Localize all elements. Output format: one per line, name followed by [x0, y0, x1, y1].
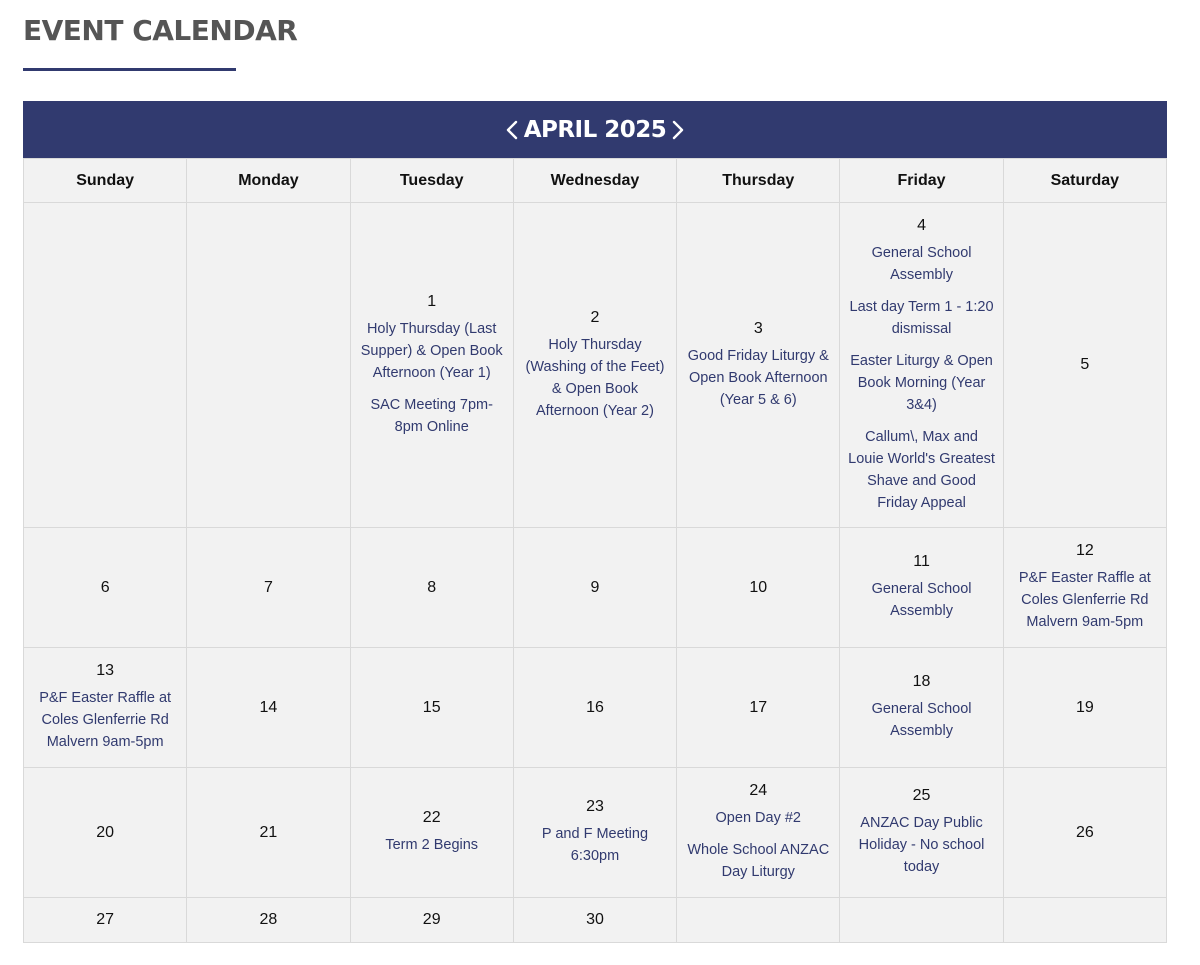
day-cell: [24, 203, 187, 528]
day-cell: [187, 528, 350, 648]
day-number: 13: [96, 662, 115, 679]
day-cell: [513, 768, 676, 898]
weekday-monday: Monday: [187, 159, 350, 203]
event-link[interactable]: Good Friday Liturgy & Open Book Afternoon (Year 5 & 6): [687, 347, 829, 408]
day-cell: [187, 203, 350, 528]
day-number: 12: [1075, 542, 1094, 559]
week-row: [24, 528, 1167, 648]
event-link[interactable]: Callum\, Max and Louie World's Greatest Shave and Good Friday Appeal: [848, 428, 995, 511]
day-cell: [840, 203, 1003, 528]
day-cell: [24, 648, 187, 768]
event-link[interactable]: SAC Meeting 7pm-8pm Online: [370, 396, 493, 435]
title-underline: [23, 68, 236, 71]
day-number: 29: [422, 911, 441, 928]
day-cell: [350, 898, 513, 943]
day-number: 9: [590, 578, 600, 596]
day-cell: [840, 768, 1003, 898]
day-cell: [513, 203, 676, 528]
day-cell: [677, 203, 840, 528]
week-row: [24, 648, 1167, 768]
event-link[interactable]: Term 2 Begins: [385, 837, 479, 853]
day-cell: [513, 528, 676, 648]
event-link[interactable]: P&F Easter Raffle at Coles Glenferrie Rd Malvern 9am-5pm: [1018, 570, 1151, 630]
event-link[interactable]: General School Assembly: [871, 581, 972, 619]
day-number: 2: [590, 308, 600, 326]
day-cell: [840, 648, 1003, 768]
day-cell: [24, 528, 187, 648]
day-cell: [677, 648, 840, 768]
event-link[interactable]: ANZAC Day Public Holiday - No school today: [858, 815, 985, 875]
day-number: 19: [1075, 698, 1094, 716]
day-cell: [24, 898, 187, 943]
day-number: 25: [912, 787, 931, 804]
day-cell: [350, 768, 513, 898]
event-link[interactable]: P and F Meeting 6:30pm: [541, 826, 649, 864]
day-number: 11: [913, 553, 930, 570]
event-link[interactable]: Last day Term 1 - 1:20 dismissal: [849, 298, 994, 337]
day-number: 22: [422, 809, 441, 826]
day-cell: [677, 528, 840, 648]
day-number: 20: [96, 823, 115, 841]
day-cell: [677, 768, 840, 898]
day-cell: [1003, 203, 1166, 528]
day-number: 15: [422, 698, 441, 716]
day-cell: [677, 898, 840, 943]
day-cell: [187, 898, 350, 943]
day-cell: [840, 528, 1003, 648]
day-cell: [513, 648, 676, 768]
day-number: 10: [749, 578, 768, 596]
day-number: 26: [1075, 823, 1094, 841]
day-number: 16: [586, 698, 604, 716]
calendar-weeks: [24, 203, 1167, 943]
event-link[interactable]: Holy Thursday (Washing of the Feet) & Open Book Afternoon (Year 2): [525, 336, 665, 419]
event-link[interactable]: Easter Liturgy & Open Book Morning (Year 3&4): [850, 352, 993, 413]
day-cell: [1003, 648, 1166, 768]
day-number: 17: [749, 698, 768, 716]
event-link[interactable]: General School Assembly: [871, 244, 972, 283]
calendar-grid: [23, 158, 1167, 943]
week-row: [24, 898, 1167, 943]
day-cell: [350, 648, 513, 768]
event-link[interactable]: General School Assembly: [871, 701, 972, 739]
day-number: 5: [1080, 356, 1090, 373]
day-number: 6: [100, 578, 110, 596]
day-cell: [350, 203, 513, 528]
page-title: EVENT CALENDAR: [23, 14, 298, 47]
weekday-sunday: Sunday: [24, 159, 187, 203]
day-number: 14: [259, 698, 278, 716]
weekday-thursday: Thursday: [677, 159, 840, 203]
weekday-tuesday: Tuesday: [350, 159, 513, 203]
day-number: 18: [912, 673, 931, 690]
day-cell: [1003, 898, 1166, 943]
day-cell: [513, 898, 676, 943]
day-number: 3: [753, 319, 763, 337]
day-number: 24: [749, 782, 768, 799]
day-number: 1: [427, 292, 437, 310]
weekday-wednesday: Wednesday: [513, 159, 676, 203]
event-link[interactable]: Whole School ANZAC Day Liturgy: [687, 842, 830, 880]
day-cell: [187, 768, 350, 898]
event-link[interactable]: P&F Easter Raffle at Coles Glenferrie Rd Malvern 9am-5pm: [39, 690, 172, 750]
day-number: 23: [586, 798, 604, 815]
day-cell: [1003, 528, 1166, 648]
month-title: APRIL 2025: [523, 116, 667, 143]
day-number: 30: [586, 911, 604, 928]
weekday-header-row: [24, 159, 1167, 203]
day-number: 21: [259, 823, 278, 841]
calendar-header: [23, 101, 1167, 158]
event-link[interactable]: Open Day #2: [715, 810, 801, 826]
day-cell: [1003, 768, 1166, 898]
weekday-saturday: Saturday: [1003, 159, 1166, 203]
event-link[interactable]: Holy Thursday (Last Supper) & Open Book Afternoon (Year 1): [360, 320, 503, 381]
day-number: 8: [427, 578, 437, 596]
weekday-friday: Friday: [840, 159, 1003, 203]
day-number: 7: [263, 578, 273, 596]
chevron-right-icon[interactable]: [670, 118, 686, 142]
chevron-left-icon[interactable]: [504, 118, 520, 142]
day-number: 4: [917, 216, 926, 234]
week-row: [24, 768, 1167, 898]
day-cell: [187, 648, 350, 768]
day-cell: [24, 768, 187, 898]
week-row: [24, 203, 1167, 528]
day-number: 27: [96, 911, 115, 928]
day-number: 28: [259, 911, 278, 928]
day-cell: [840, 898, 1003, 943]
day-cell: [350, 528, 513, 648]
event-calendar: [23, 101, 1167, 943]
